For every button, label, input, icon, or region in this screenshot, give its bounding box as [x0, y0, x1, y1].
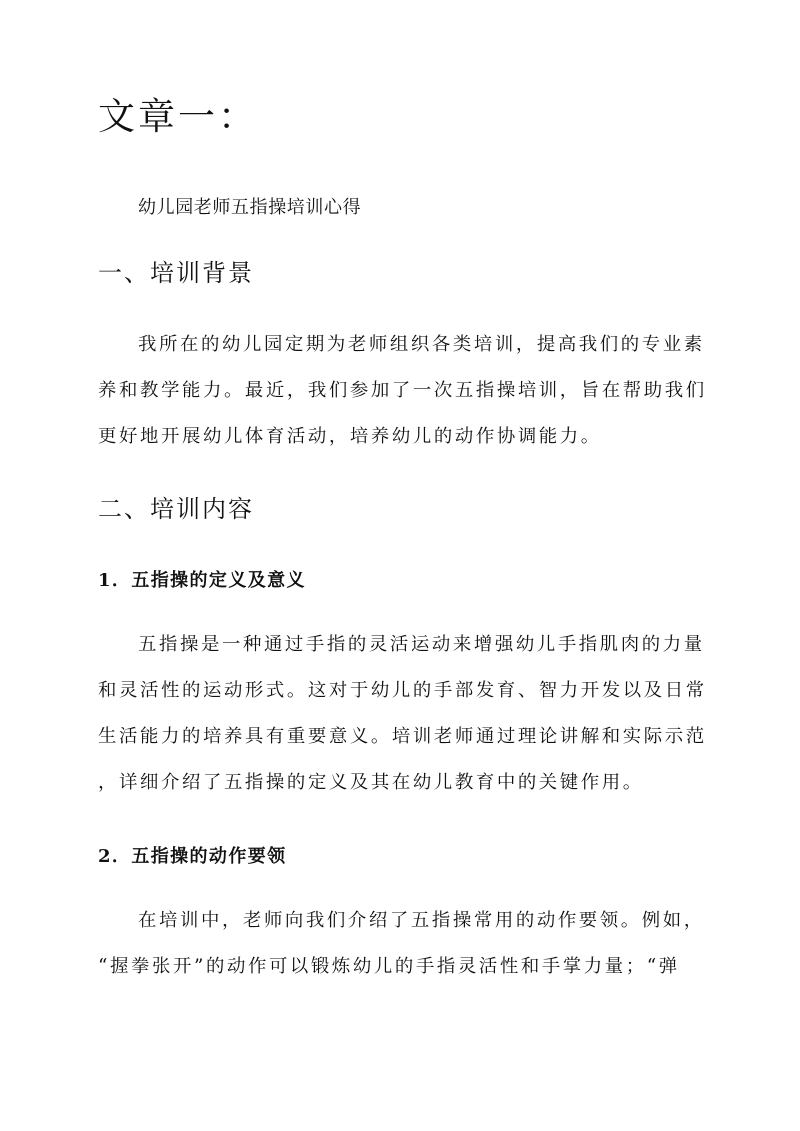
paragraph-movements	[98, 898, 704, 990]
article-title: 文章一：	[98, 95, 258, 138]
paragraph-line: ，详细介绍了五指操的定义及其在幼儿教育中的关键作用。	[98, 772, 644, 793]
subsection-heading-movements: 2．五指操的动作要领	[98, 846, 287, 867]
paragraph-definition	[98, 622, 707, 806]
article-subtitle: 幼儿园老师五指操培训心得	[138, 197, 362, 218]
paragraph-line: 更好地开展幼儿体育活动，培养幼儿的动作协调能力。	[98, 426, 602, 447]
section-heading-background: 一、培训背景	[98, 259, 254, 287]
paragraph-line: 和灵活性的运动形式。这对于幼儿的手部发育、智力开发以及日常	[98, 680, 707, 701]
paragraph-line: “握拳张开”的动作可以锻炼幼儿的手指灵活性和手掌力量；“弹	[98, 956, 680, 977]
subsection-heading-definition: 1．五指操的定义及意义	[98, 570, 306, 591]
paragraph-line: 养和教学能力。最近，我们参加了一次五指操培训，旨在帮助我们	[98, 380, 707, 401]
section-heading-content: 二、培训内容	[98, 495, 254, 523]
paragraph-line: 生活能力的培养具有重要意义。培训老师通过理论讲解和实际示范	[98, 726, 707, 747]
paragraph-background	[98, 322, 707, 460]
paragraph-line: 在培训中，老师向我们介绍了五指操常用的动作要领。例如，	[138, 910, 705, 931]
paragraph-line: 我所在的幼儿园定期为老师组织各类培训，提高我们的专业素	[138, 334, 705, 355]
paragraph-line: 五指操是一种通过手指的灵活运动来增强幼儿手指肌肉的力量	[138, 634, 705, 655]
